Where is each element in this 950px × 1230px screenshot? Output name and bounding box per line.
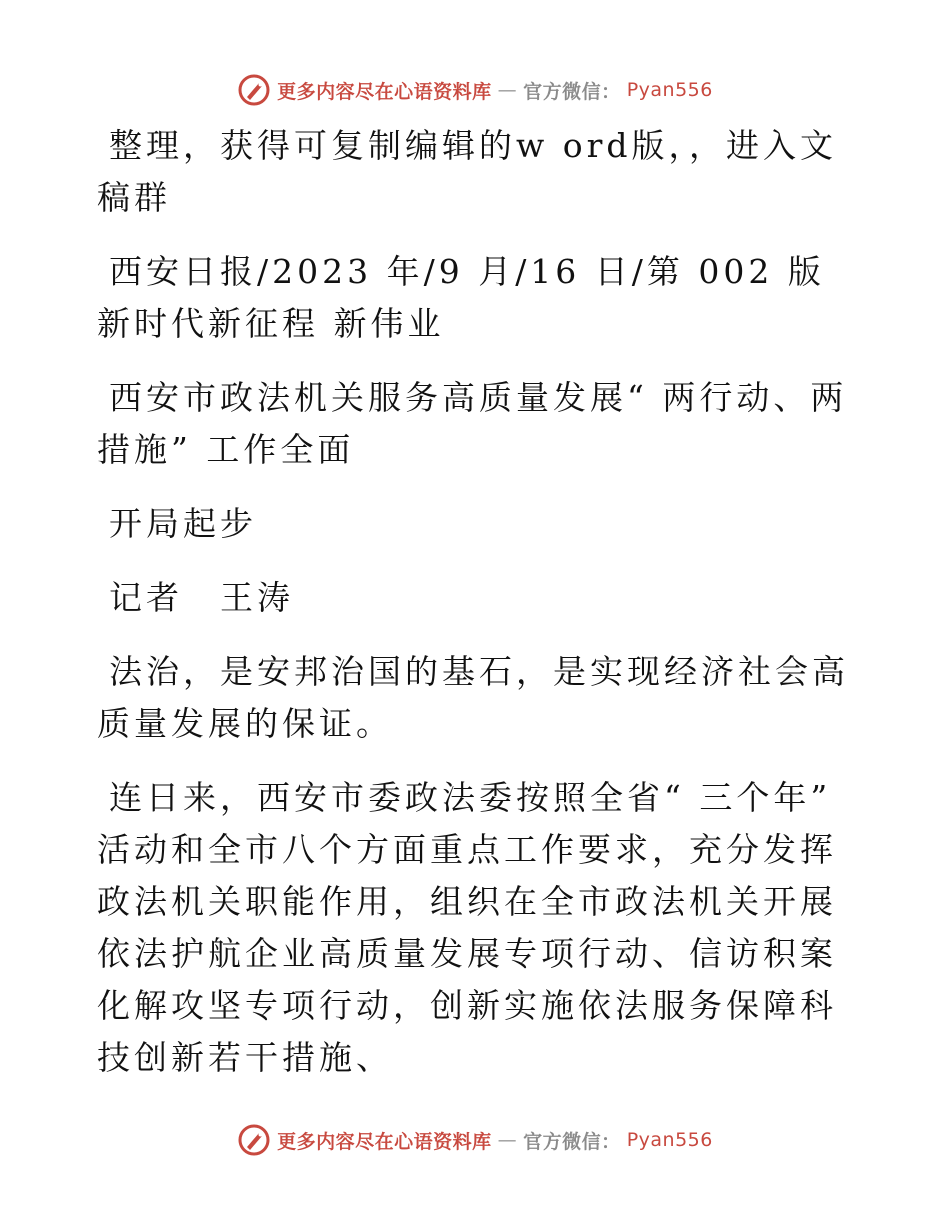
header-watermark [0,70,950,110]
watermark-wechat-id: Pyan556 [626,1129,713,1151]
document-body [97,120,857,1106]
pen-nib-logo-icon [237,73,271,107]
paragraph: 整理，获得可复制编辑的w ord版，，进入文稿群 [97,126,838,217]
paragraph: 法治，是安邦治国的基石，是实现经济社会高质量发展的保证。 [97,652,849,743]
paragraph: 记者 王涛 [109,578,294,617]
footer-watermark [0,1120,950,1160]
paragraph: 西安市政法机关服务高质量发展“ 两行动、两措施” 工作全面 [97,378,848,469]
watermark-dash: — [497,79,518,101]
watermark-wechat-id: Pyan556 [626,79,713,101]
watermark-official-label: 官方微信： [523,80,621,103]
watermark-official-label: 官方微信： [523,1130,621,1153]
pen-nib-logo-icon [237,1123,271,1157]
watermark-main-text: 更多内容尽在心语资料库 [277,80,492,103]
paragraph: 西安日报/2023 年/9 月/16 日/第 002 版新时代新征程 新伟业 [97,252,825,343]
watermark-main-text: 更多内容尽在心语资料库 [277,1130,492,1153]
paragraph: 连日来，西安市委政法委按照全省“ 三个年” 活动和全市八个方面重点工作要求，充分发挥政法机关职能作用，组织在全市政法机关开展依法护航企业高质量发展专项行动、信访积案化解攻坚专项行动，创新实施依法服务保障科技创新若干措施、 [97,778,837,1077]
watermark-dash: — [497,1129,518,1151]
paragraph: 开局起步 [109,504,257,543]
